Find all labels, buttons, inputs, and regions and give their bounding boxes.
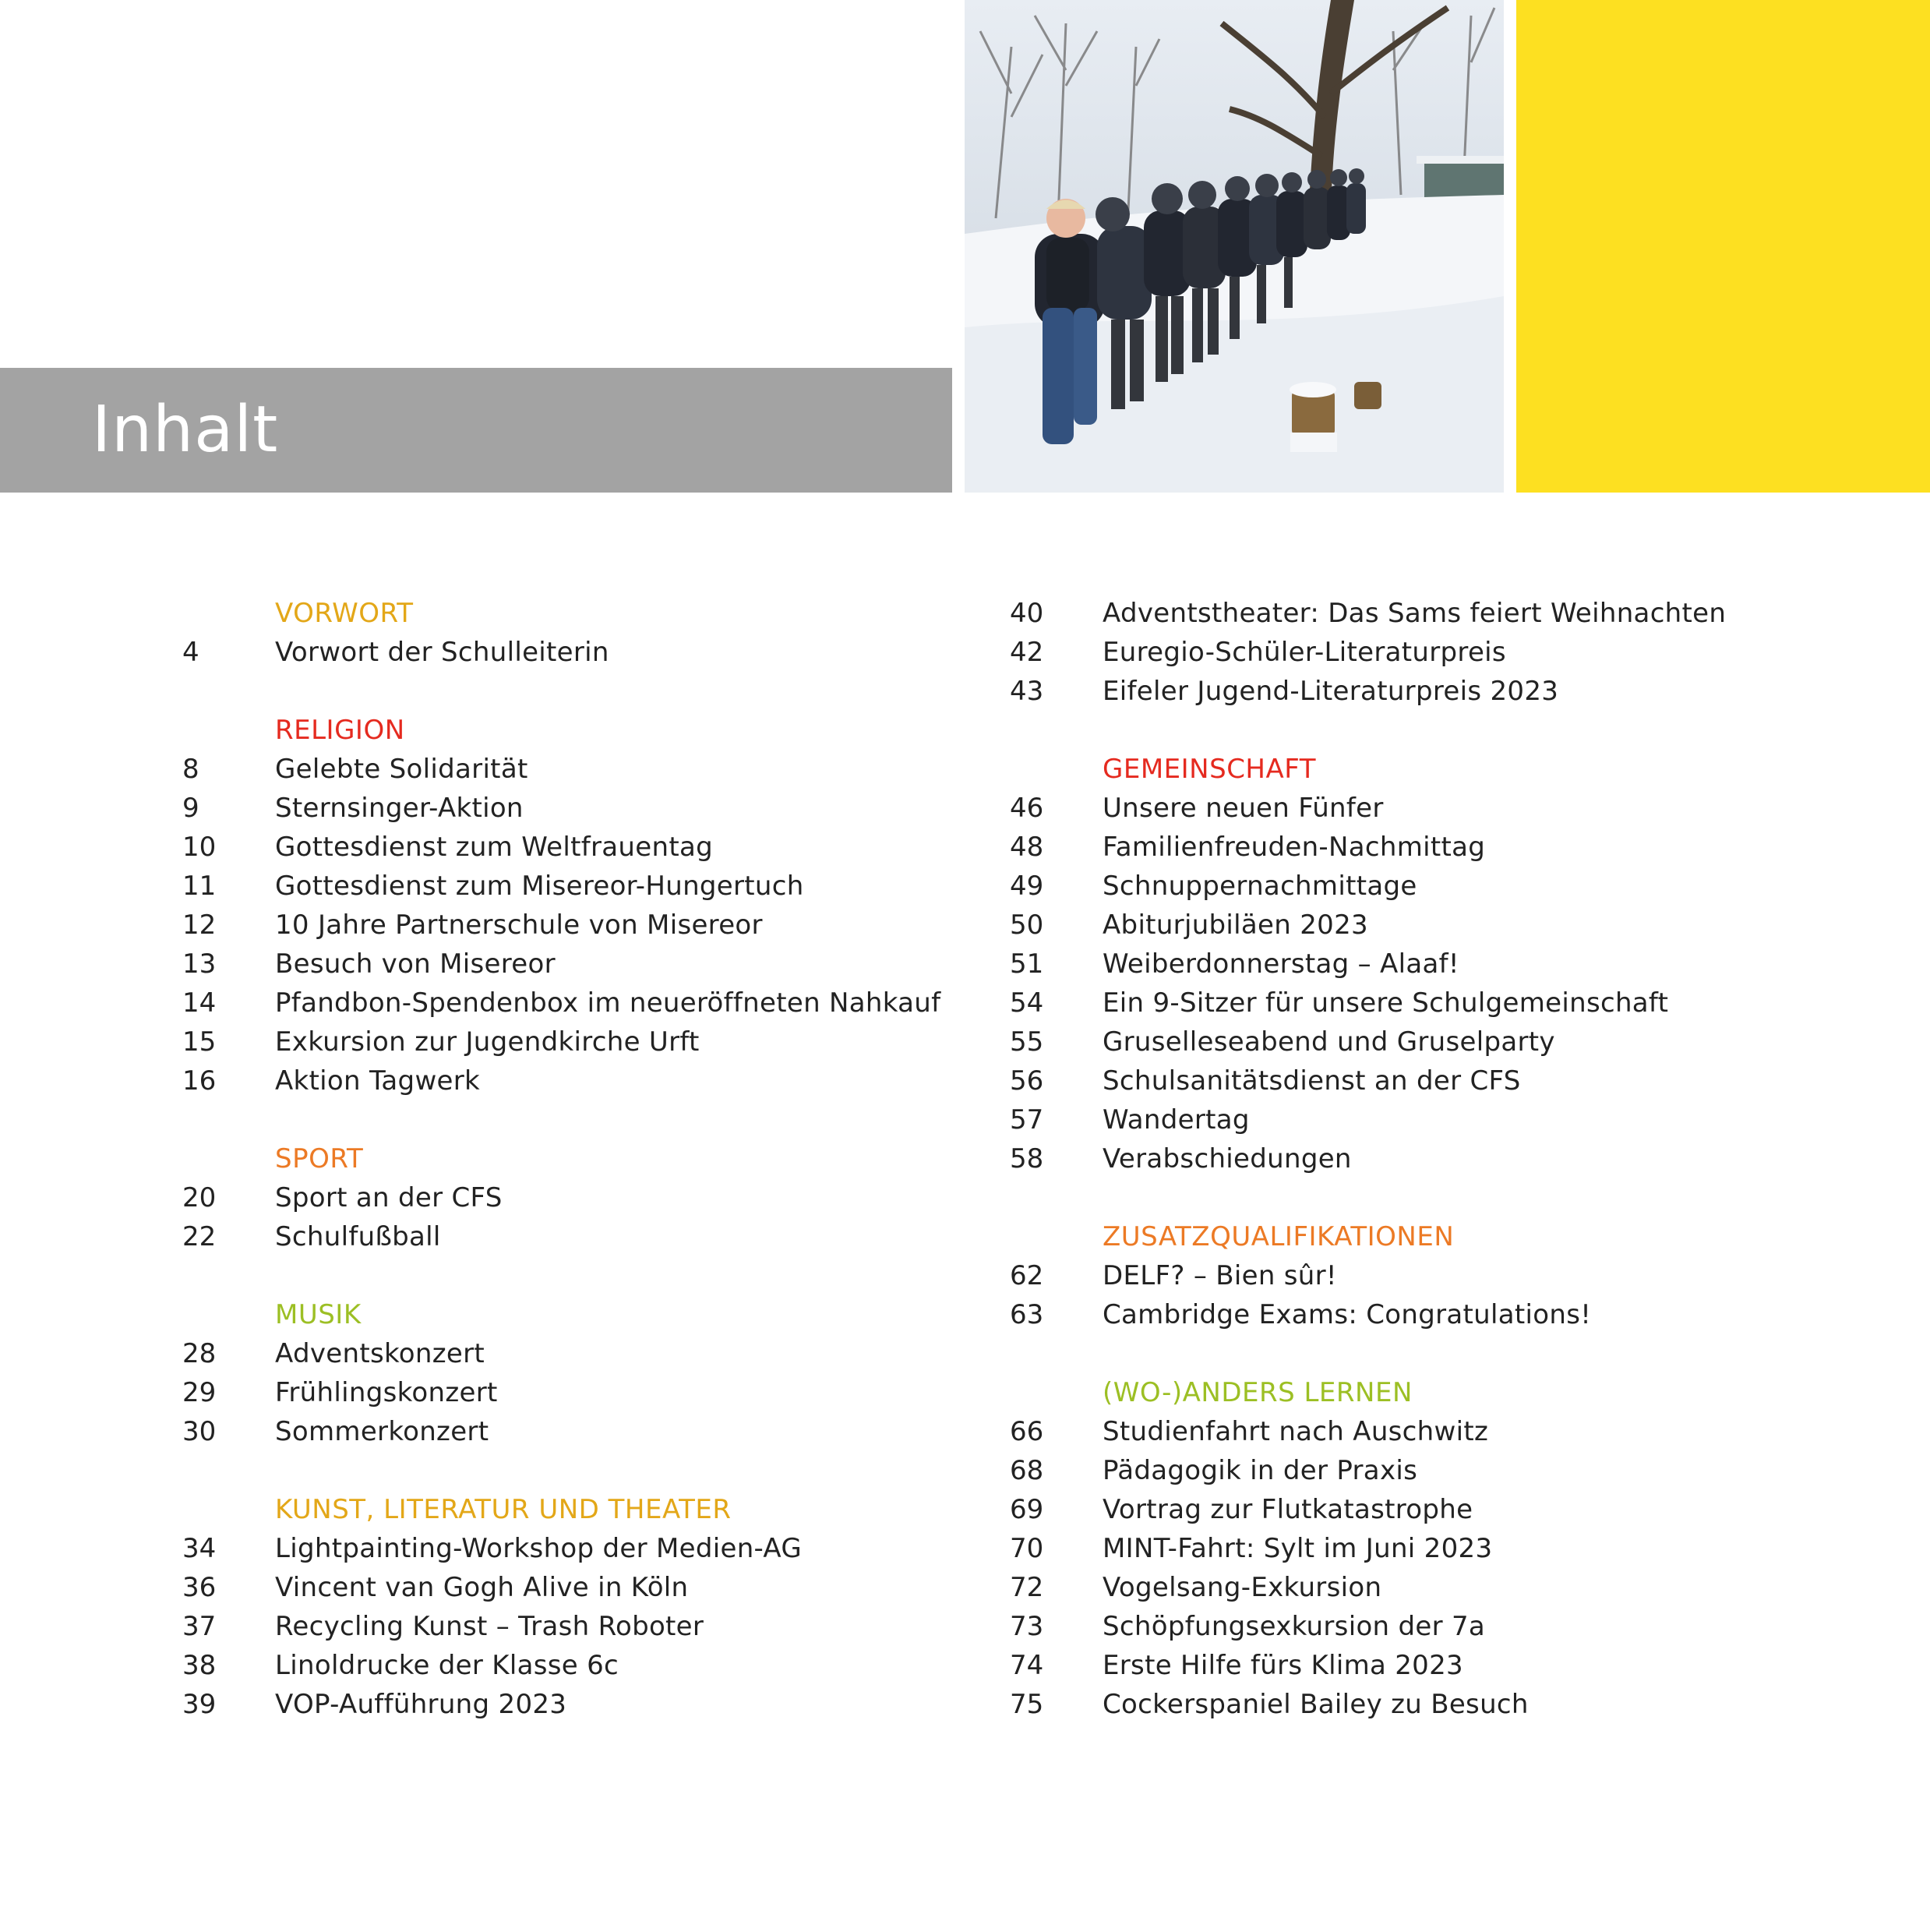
entry-title: Gottesdienst zum Weltfrauentag (275, 832, 713, 863)
entry-title: Weiberdonnerstag – Alaaf! (1103, 948, 1459, 980)
page-title: Inhalt (92, 393, 279, 467)
entry-title: Cockerspaniel Bailey zu Besuch (1103, 1689, 1529, 1720)
page-number: 10 (182, 832, 217, 863)
toc-section (182, 594, 961, 672)
toc-left-column (182, 594, 961, 1763)
toc-entry (182, 1334, 961, 1373)
page-number: 46 (1010, 793, 1044, 824)
page-number: 15 (182, 1026, 217, 1058)
page-number: 9 (182, 793, 199, 824)
toc-entry (1010, 1451, 1882, 1490)
toc-section (1010, 594, 1882, 711)
toc-entry (1010, 1685, 1882, 1724)
entry-title: Sport an der CFS (275, 1182, 503, 1213)
entry-title: Lightpainting-Workshop der Medien-AG (275, 1533, 802, 1564)
toc-entry (182, 1529, 961, 1568)
page-number: 22 (182, 1221, 217, 1252)
page-number: 75 (1010, 1689, 1044, 1720)
page-number: 48 (1010, 832, 1044, 863)
entry-title: Besuch von Misereor (275, 948, 556, 980)
entry-title: Recycling Kunst – Trash Roboter (275, 1611, 704, 1642)
toc-entry (182, 1685, 961, 1724)
entry-title: Aktion Tagwerk (275, 1065, 481, 1097)
section-heading: ZUSATZQUALIFIKATIONEN (1103, 1221, 1455, 1252)
page-number: 73 (1010, 1611, 1044, 1642)
toc-section (1010, 1373, 1882, 1724)
entry-title: VOP-Aufführung 2023 (275, 1689, 567, 1720)
entry-title: Pfandbon-Spendenbox im neueröffneten Nahkauf (275, 987, 941, 1019)
toc-entry (1010, 1607, 1882, 1646)
entry-title: Euregio-Schüler-Literaturpreis (1103, 637, 1506, 668)
toc-section (1010, 750, 1882, 1178)
page-number: 20 (182, 1182, 217, 1213)
page-number: 69 (1010, 1494, 1044, 1525)
page-number: 66 (1010, 1416, 1044, 1447)
entry-title: DELF? – Bien sûr! (1103, 1260, 1337, 1291)
entry-title: Adventskonzert (275, 1338, 485, 1369)
page-number: 62 (1010, 1260, 1044, 1291)
toc-entry (182, 1373, 961, 1412)
toc-entry (182, 789, 961, 828)
entry-title: Cambridge Exams: Congratulations! (1103, 1299, 1592, 1330)
toc-entry (182, 1568, 961, 1607)
toc-entry (182, 945, 961, 984)
entry-title: Vogelsang-Exkursion (1103, 1572, 1382, 1603)
photo-illustration (965, 0, 1504, 493)
page-number: 63 (1010, 1299, 1044, 1330)
toc-entry (182, 906, 961, 945)
page-number: 50 (1010, 909, 1044, 941)
entry-title: Eifeler Jugend-Literaturpreis 2023 (1103, 676, 1559, 707)
page-number: 38 (182, 1650, 217, 1681)
page-number: 14 (182, 987, 217, 1019)
toc-section (182, 1139, 961, 1256)
entry-title: Gelebte Solidarität (275, 754, 528, 785)
toc-section (182, 1490, 961, 1724)
entry-title: Schulfußball (275, 1221, 441, 1252)
toc-entry (182, 1646, 961, 1685)
toc-section (182, 711, 961, 1100)
page-number: 57 (1010, 1104, 1044, 1136)
page-number: 11 (182, 871, 217, 902)
section-heading: (WO-)ANDERS LERNEN (1103, 1377, 1413, 1408)
page-number: 42 (1010, 637, 1044, 668)
toc-entry (182, 750, 961, 789)
entry-title: Gruselleseabend und Gruselparty (1103, 1026, 1555, 1058)
entry-title: Erste Hilfe fürs Klima 2023 (1103, 1650, 1463, 1681)
toc-entry (1010, 1256, 1882, 1295)
section-heading: SPORT (275, 1143, 364, 1174)
page-number: 72 (1010, 1572, 1044, 1603)
entry-title: 10 Jahre Partnerschule von Misereor (275, 909, 763, 941)
toc-entry (1010, 594, 1882, 633)
snow-walk-photo (965, 0, 1504, 493)
entry-title: Schöpfungsexkursion der 7a (1103, 1611, 1486, 1642)
entry-title: Adventstheater: Das Sams feiert Weihnachten (1103, 598, 1727, 629)
page-number: 68 (1010, 1455, 1044, 1486)
toc-entry (182, 828, 961, 867)
toc-entry (1010, 1490, 1882, 1529)
toc-entry (182, 1023, 961, 1061)
page-number: 13 (182, 948, 217, 980)
entry-title: Linoldrucke der Klasse 6c (275, 1650, 619, 1681)
entry-title: Exkursion zur Jugendkirche Urft (275, 1026, 700, 1058)
toc-entry (1010, 1529, 1882, 1568)
entry-title: Vortrag zur Flutkatastrophe (1103, 1494, 1473, 1525)
page-number: 70 (1010, 1533, 1044, 1564)
entry-title: Unsere neuen Fünfer (1103, 793, 1384, 824)
page-number: 8 (182, 754, 199, 785)
toc-entry (182, 633, 961, 672)
yellow-accent-block (1516, 0, 1930, 493)
entry-title: MINT-Fahrt: Sylt im Juni 2023 (1103, 1533, 1493, 1564)
section-heading: GEMEINSCHAFT (1103, 754, 1316, 785)
toc-entry (1010, 1061, 1882, 1100)
page-number: 55 (1010, 1026, 1044, 1058)
toc-entry (182, 984, 961, 1023)
toc-entry (1010, 945, 1882, 984)
toc-entry (1010, 906, 1882, 945)
entry-title: Wandertag (1103, 1104, 1250, 1136)
toc-entry (1010, 828, 1882, 867)
entry-title: Frühlingskonzert (275, 1377, 498, 1408)
page-number: 74 (1010, 1650, 1044, 1681)
page-number: 54 (1010, 987, 1044, 1019)
entry-title: Sommerkonzert (275, 1416, 489, 1447)
page-number: 12 (182, 909, 217, 941)
toc-entry (1010, 1412, 1882, 1451)
section-heading: KUNST, LITERATUR UND THEATER (275, 1494, 732, 1525)
toc-entry (1010, 1139, 1882, 1178)
title-band (0, 368, 952, 493)
toc-entry (182, 1607, 961, 1646)
page-number: 36 (182, 1572, 217, 1603)
page-number: 39 (182, 1689, 217, 1720)
page-number: 43 (1010, 676, 1044, 707)
toc-section (182, 1295, 961, 1451)
toc-entry (182, 1412, 961, 1451)
page-number: 51 (1010, 948, 1044, 980)
toc-entry (1010, 1295, 1882, 1334)
entry-title: Pädagogik in der Praxis (1103, 1455, 1418, 1486)
page-number: 29 (182, 1377, 217, 1408)
page-number: 4 (182, 637, 199, 668)
section-heading: VORWORT (275, 598, 414, 629)
toc-section (1010, 1217, 1882, 1334)
entry-title: Schnuppernachmittage (1103, 871, 1417, 902)
page-number: 28 (182, 1338, 217, 1369)
entry-title: Verabschiedungen (1103, 1143, 1352, 1174)
entry-title: Studienfahrt nach Auschwitz (1103, 1416, 1489, 1447)
toc-entry (182, 1217, 961, 1256)
entry-title: Sternsinger-Aktion (275, 793, 524, 824)
entry-title: Vincent van Gogh Alive in Köln (275, 1572, 689, 1603)
toc-entry (1010, 633, 1882, 672)
entry-title: Ein 9-Sitzer für unsere Schulgemeinschaft (1103, 987, 1669, 1019)
entry-title: Schulsanitätsdienst an der CFS (1103, 1065, 1521, 1097)
page-number: 56 (1010, 1065, 1044, 1097)
page-number: 30 (182, 1416, 217, 1447)
section-heading: RELIGION (275, 715, 405, 746)
toc-entry (182, 1061, 961, 1100)
entry-title: Familienfreuden-Nachmittag (1103, 832, 1486, 863)
entry-title: Gottesdienst zum Misereor-Hungertuch (275, 871, 804, 902)
toc-entry (182, 867, 961, 906)
page-number: 40 (1010, 598, 1044, 629)
page-number: 16 (182, 1065, 217, 1097)
section-heading: MUSIK (275, 1299, 362, 1330)
toc-entry (1010, 867, 1882, 906)
toc-entry (1010, 1023, 1882, 1061)
entry-title: Vorwort der Schulleiterin (275, 637, 609, 668)
toc-entry (1010, 984, 1882, 1023)
page-number: 34 (182, 1533, 217, 1564)
toc-entry (1010, 789, 1882, 828)
entry-title: Abiturjubiläen 2023 (1103, 909, 1368, 941)
page-number: 37 (182, 1611, 217, 1642)
toc-entry (1010, 1646, 1882, 1685)
toc-entry (182, 1178, 961, 1217)
page-number: 49 (1010, 871, 1044, 902)
toc-entry (1010, 672, 1882, 711)
toc-entry (1010, 1568, 1882, 1607)
page-number: 58 (1010, 1143, 1044, 1174)
toc-right-column (1010, 594, 1882, 1763)
toc-entry (1010, 1100, 1882, 1139)
